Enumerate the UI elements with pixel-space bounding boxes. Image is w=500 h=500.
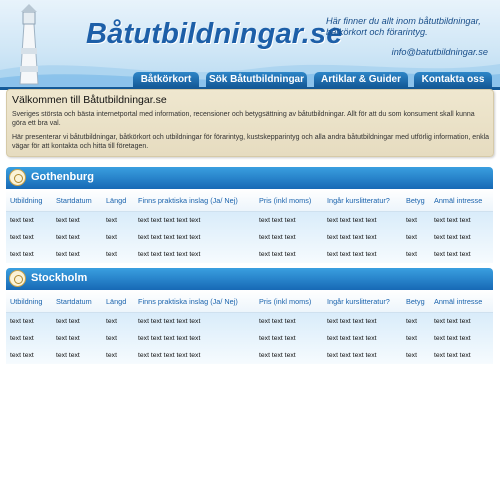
welcome-paragraph-2: Här presenterar vi båtutbildningar, båtkörkort och utbildningar för förarintyg, kustskepparintyg och alla andra båtutbildningar med utförlig information, enkla vägar för att kontakta och hitta till företagen. (12, 134, 490, 150)
table-cell: text text text text text (138, 352, 201, 359)
table-cell: text text (56, 335, 80, 342)
table-cell: text text text (434, 318, 471, 325)
table-cell: text (106, 217, 117, 224)
table-cell: text (406, 335, 417, 342)
section-title: Stockholm (31, 272, 88, 284)
table-cell: text text text (259, 251, 296, 258)
table-cell: text text text (259, 217, 296, 224)
table-cell: text text text text text (138, 234, 201, 241)
table-cell: text (406, 318, 417, 325)
table-cell: text text text (259, 318, 296, 325)
site-tagline: Här finner du allt inom båtutbildningar, båtkörkort och förarintyg. (326, 16, 481, 37)
table-cell: text text (56, 318, 80, 325)
column-header[interactable]: Anmäl intresse (430, 290, 493, 313)
column-header[interactable]: Finns praktiska inslag (Ja/ Nej) (134, 189, 255, 212)
nav-tab-batkorkort[interactable]: Båtkörkort (133, 72, 199, 87)
table-cell: text text (56, 352, 80, 359)
table-cell: text text (10, 335, 34, 342)
table-cell: text text text text (327, 335, 377, 342)
main-navigation (0, 72, 500, 88)
table-cell: text text text text (327, 352, 377, 359)
table-cell: text text (10, 217, 34, 224)
column-header[interactable]: Betyg (402, 290, 430, 313)
table-cell: text text text (259, 234, 296, 241)
table-cell: text text (56, 234, 80, 241)
table-cell: text (406, 251, 417, 258)
section-header (6, 167, 493, 189)
section-title: Gothenburg (31, 171, 94, 183)
column-header[interactable]: Pris (inkl moms) (255, 189, 323, 212)
table-cell: text text text text text (138, 217, 201, 224)
table-cell: text text text text text (138, 335, 201, 342)
column-header[interactable]: Startdatum (52, 290, 102, 313)
city-emblem-icon (9, 169, 26, 186)
table-cell: text text text text (327, 217, 377, 224)
table-header-row (6, 189, 493, 212)
column-header[interactable]: Längd (102, 290, 134, 313)
section-stockholm (6, 268, 493, 364)
table-cell: text text text (434, 352, 471, 359)
table-cell: text text (56, 217, 80, 224)
table-cell: text text text (434, 217, 471, 224)
table-cell: text (106, 234, 117, 241)
table-cell: text text text (434, 335, 471, 342)
welcome-box (6, 89, 494, 157)
table-cell: text (106, 352, 117, 359)
table-cell: text (406, 234, 417, 241)
column-header[interactable]: Utbildning (6, 290, 52, 313)
table-row[interactable] (6, 330, 493, 347)
welcome-title: Välkommen till Båtutbildningar.se (12, 94, 167, 106)
table-cell: text text text (259, 335, 296, 342)
table-cell: text (106, 251, 117, 258)
table-cell: text text (10, 318, 34, 325)
column-header[interactable]: Finns praktiska inslag (Ja/ Nej) (134, 290, 255, 313)
table-cell: text text (10, 352, 34, 359)
table-row[interactable] (6, 313, 493, 331)
table-cell: text text text text (327, 251, 377, 258)
table-cell: text (406, 217, 417, 224)
courses-table (6, 290, 493, 364)
section-header (6, 268, 493, 290)
courses-table (6, 189, 493, 263)
table-header-row (6, 290, 493, 313)
column-header[interactable]: Startdatum (52, 189, 102, 212)
contact-email[interactable]: info@batutbildningar.se (391, 47, 488, 57)
site-logo[interactable]: Båtutbildningar.se (86, 18, 343, 50)
table-cell: text text text text text (138, 251, 201, 258)
column-header[interactable]: Längd (102, 189, 134, 212)
table-row[interactable] (6, 229, 493, 246)
table-row[interactable] (6, 347, 493, 364)
table-cell: text text (56, 251, 80, 258)
table-cell: text (406, 352, 417, 359)
table-cell: text (106, 318, 117, 325)
table-cell: text text (10, 251, 34, 258)
nav-tab-kontakta[interactable]: Kontakta oss (414, 72, 492, 87)
section-gothenburg (6, 167, 493, 263)
city-emblem-icon (9, 270, 26, 287)
column-header[interactable]: Betyg (402, 189, 430, 212)
table-cell: text text text (259, 352, 296, 359)
table-cell: text text text (434, 251, 471, 258)
table-row[interactable] (6, 246, 493, 263)
column-header[interactable]: Ingår kurslitteratur? (323, 189, 402, 212)
nav-tab-artiklar[interactable]: Artiklar & Guider (314, 72, 408, 87)
column-header[interactable]: Anmäl intresse (430, 189, 493, 212)
table-cell: text text text text text (138, 318, 201, 325)
table-row[interactable] (6, 212, 493, 230)
table-cell: text (106, 335, 117, 342)
column-header[interactable]: Ingår kurslitteratur? (323, 290, 402, 313)
table-cell: text text (10, 234, 34, 241)
table-cell: text text text text (327, 318, 377, 325)
nav-tab-sok[interactable]: Sök Båtutbildningar (206, 72, 307, 87)
table-cell: text text text text (327, 234, 377, 241)
table-cell: text text text (434, 234, 471, 241)
column-header[interactable]: Utbildning (6, 189, 52, 212)
welcome-paragraph-1: Sveriges största och bästa internetportal med information, recensioner och betygsättning av båtutbildningar. Allt för att du som konsument skall kunna göra ett bra val. (12, 111, 475, 127)
column-header[interactable]: Pris (inkl moms) (255, 290, 323, 313)
